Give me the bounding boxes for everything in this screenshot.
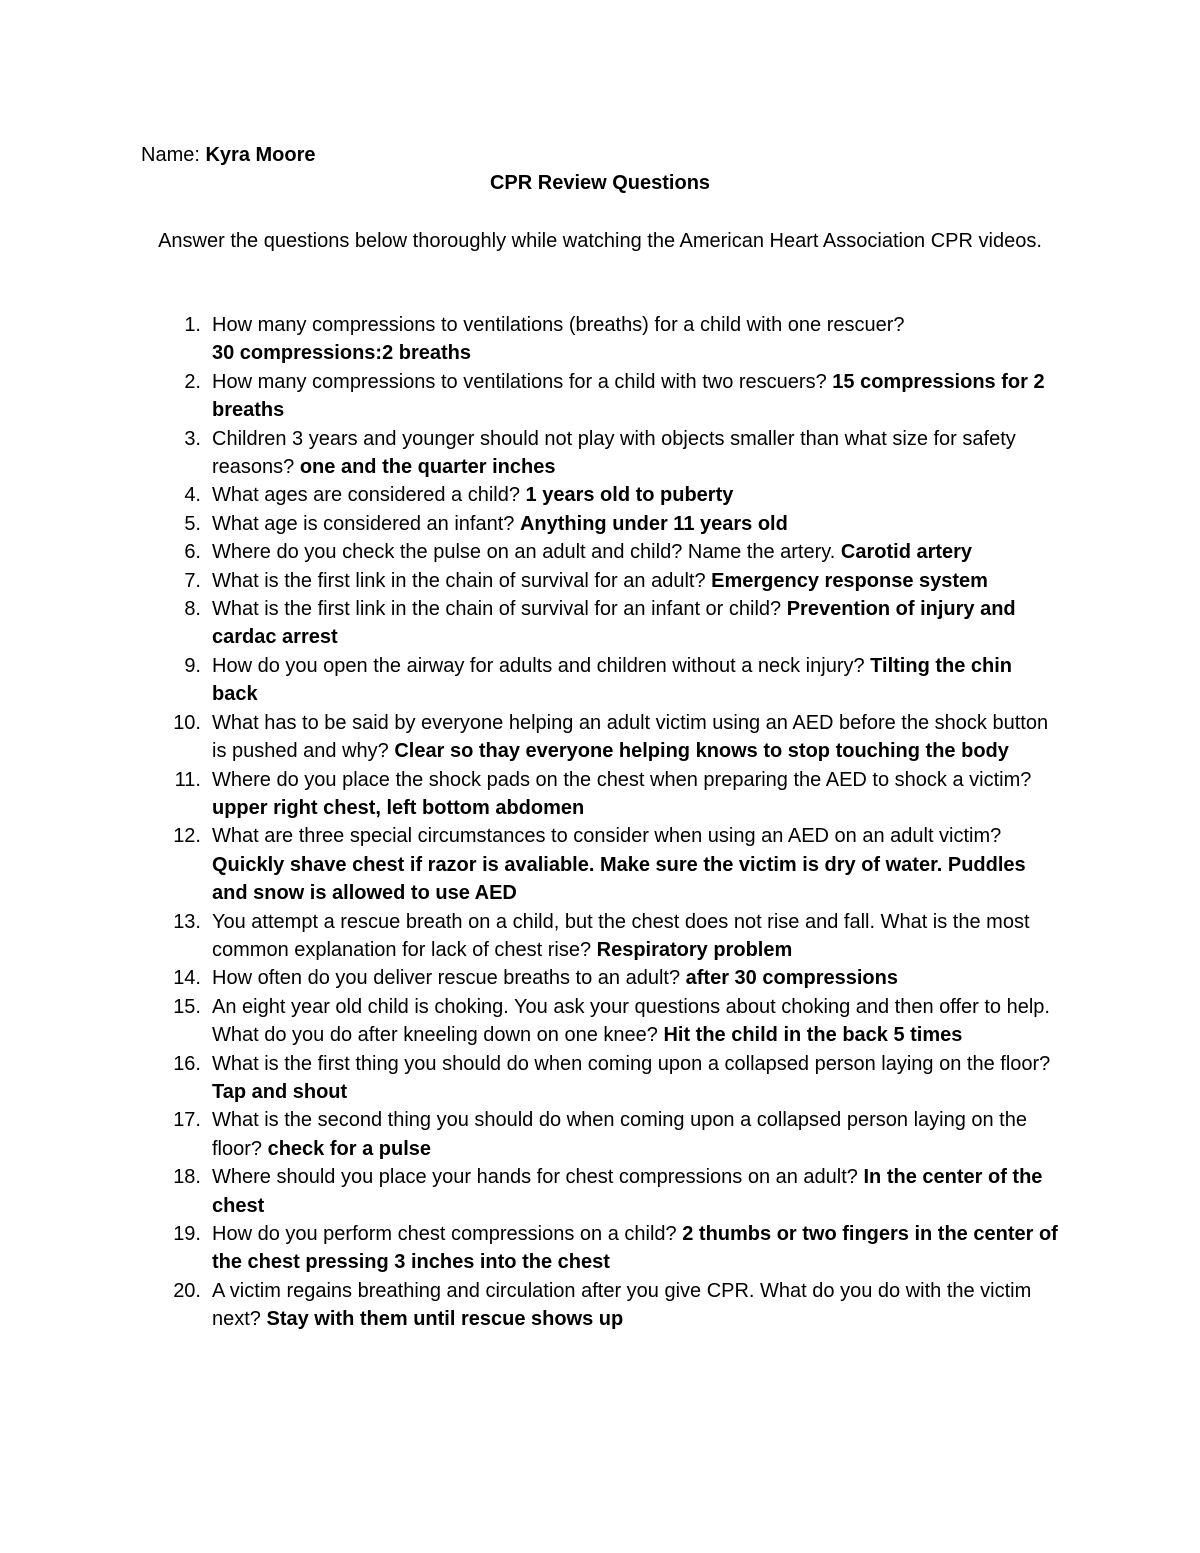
question-number: 18. (173, 1166, 201, 1189)
question-text: Where do you place the shock pads on the chest when preparing the AED to shock a victim? (212, 768, 1032, 791)
question-text: How do you open the airway for adults and children without a neck injury? (212, 654, 865, 677)
question-text: What is the first link in the chain of survival for an infant or child? (212, 598, 782, 621)
question-number: 12. (173, 825, 201, 848)
document-title: CPR Review Questions (489, 172, 711, 194)
question-text: How do you perform chest compressions on a child? (212, 1223, 677, 1245)
answer-text: after 30 compressions (685, 967, 898, 990)
answer-text: Prevention of injury and cardac arrest (212, 598, 1016, 649)
question-number: 16. (173, 1052, 201, 1075)
question-number: 6. (184, 541, 201, 564)
question-text: An eight year old child is choking. You ask your questions about choking and then offer to help. What do you do after kneeling down on one knee? (212, 995, 1050, 1047)
question-item (0, 567, 1060, 595)
question-text: Where do you check the pulse on an adult and child? Name the artery. (212, 541, 836, 564)
answer-text: Clear so thay everyone helping knows to stop touching the body (394, 740, 1009, 763)
name-label: Name: (141, 144, 200, 166)
question-number: 7. (184, 569, 201, 592)
question-text: Children 3 years and younger should not play with objects smaller than what size for safety reasons? (212, 427, 1016, 479)
answer-text: Emergency response system (711, 569, 988, 592)
answer-text: 1 years old to puberty (525, 484, 734, 507)
question-list (0, 311, 1200, 1334)
question-text: A victim regains breathing and circulation after you give CPR. What do you do with the victim next? (212, 1279, 1032, 1331)
question-number: 19. (173, 1223, 201, 1245)
answer-text: Tap and shout (212, 1080, 348, 1103)
question-item (0, 1163, 1060, 1220)
name-line (141, 141, 316, 169)
question-item (0, 425, 1060, 482)
answer-text: Hit the child in the back 5 times (663, 1024, 963, 1047)
question-text: What has to be said by everyone helping an adult victim using an AED before the shock button is pushed and why? (212, 711, 1049, 763)
question-item (0, 1277, 1060, 1334)
instructions: Answer the questions below thoroughly while watching the American Heart Association CPR videos. (158, 230, 1042, 252)
question-item (0, 709, 1060, 766)
question-number: 13. (173, 910, 201, 933)
question-text: What ages are considered a child? (212, 484, 520, 507)
answer-text: 2 thumbs or two fingers in the center of the chest pressing 3 inches into the chest (212, 1223, 1058, 1274)
question-item (0, 368, 1060, 425)
question-text: What is the second thing you should do when coming upon a collapsed person laying on the floor? (212, 1109, 1027, 1160)
student-name: Kyra Moore (205, 144, 316, 166)
answer-text: 15 compressions for 2 breaths (212, 370, 1045, 422)
question-number: 3. (184, 427, 201, 450)
question-text: What are three special circumstances to consider when using an AED on an adult victim? (212, 825, 1002, 848)
answer-text: Stay with them until rescue shows up (266, 1308, 624, 1331)
question-item (0, 311, 1060, 368)
question-number: 20. (173, 1279, 201, 1302)
question-item (0, 964, 1060, 992)
answer-text: check for a pulse (267, 1137, 431, 1160)
question-text: How many compressions to ventilations (breaths) for a child with one rescuer? (212, 314, 905, 336)
question-number: 4. (184, 484, 201, 507)
answer-text: Tilting the chin back (212, 654, 1013, 706)
question-text: How many compressions to ventilations for a child with two rescuers? (212, 370, 827, 393)
question-number: 11. (174, 768, 201, 791)
question-number: 14. (173, 967, 201, 990)
question-item (0, 1220, 1060, 1277)
question-text: What is the first thing you should do when coming upon a collapsed person laying on the floor? (212, 1052, 1051, 1075)
question-item (0, 1050, 1060, 1107)
answer-text: Carotid artery (840, 541, 973, 564)
question-item (0, 595, 1060, 652)
question-text: What age is considered an infant? (212, 512, 515, 535)
answer-text: Respiratory problem (596, 938, 793, 961)
question-number: 10. (173, 711, 201, 734)
question-item (0, 822, 1060, 907)
question-number: 2. (184, 370, 201, 393)
question-text: How often do you deliver rescue breaths to an adult? (212, 967, 681, 990)
question-item (0, 766, 1060, 823)
question-number: 5. (184, 512, 201, 535)
answer-text: one and the quarter inches (299, 456, 556, 479)
question-number: 9. (184, 654, 201, 677)
question-text: You attempt a rescue breath on a child, but the chest does not rise and fall. What is the most common explanation for lack of chest rise? (212, 910, 1030, 961)
answer-text: 30 compressions:2 breaths (212, 342, 471, 365)
question-number: 8. (184, 598, 201, 621)
question-item (0, 908, 1060, 965)
question-item (0, 993, 1060, 1050)
answer-text: In the center of the chest (212, 1166, 1043, 1217)
question-text: What is the first link in the chain of survival for an adult? (212, 569, 706, 592)
question-number: 17. (173, 1109, 201, 1132)
question-item (0, 1106, 1060, 1163)
question-item (0, 510, 1060, 538)
answer-text: upper right chest, left bottom abdomen (212, 796, 585, 819)
answer-text: Anything under 11 years old (519, 512, 788, 535)
question-item (0, 481, 1060, 509)
question-text: Where should you place your hands for chest compressions on an adult? (212, 1166, 858, 1189)
question-number: 1. (184, 314, 201, 336)
question-item (0, 538, 1060, 566)
question-number: 15. (173, 995, 201, 1018)
answer-text: Quickly shave chest if razor is avaliable. Make sure the victim is dry of water. Puddles and snow is allowed to use AED (212, 853, 1026, 905)
question-item (0, 652, 1060, 709)
